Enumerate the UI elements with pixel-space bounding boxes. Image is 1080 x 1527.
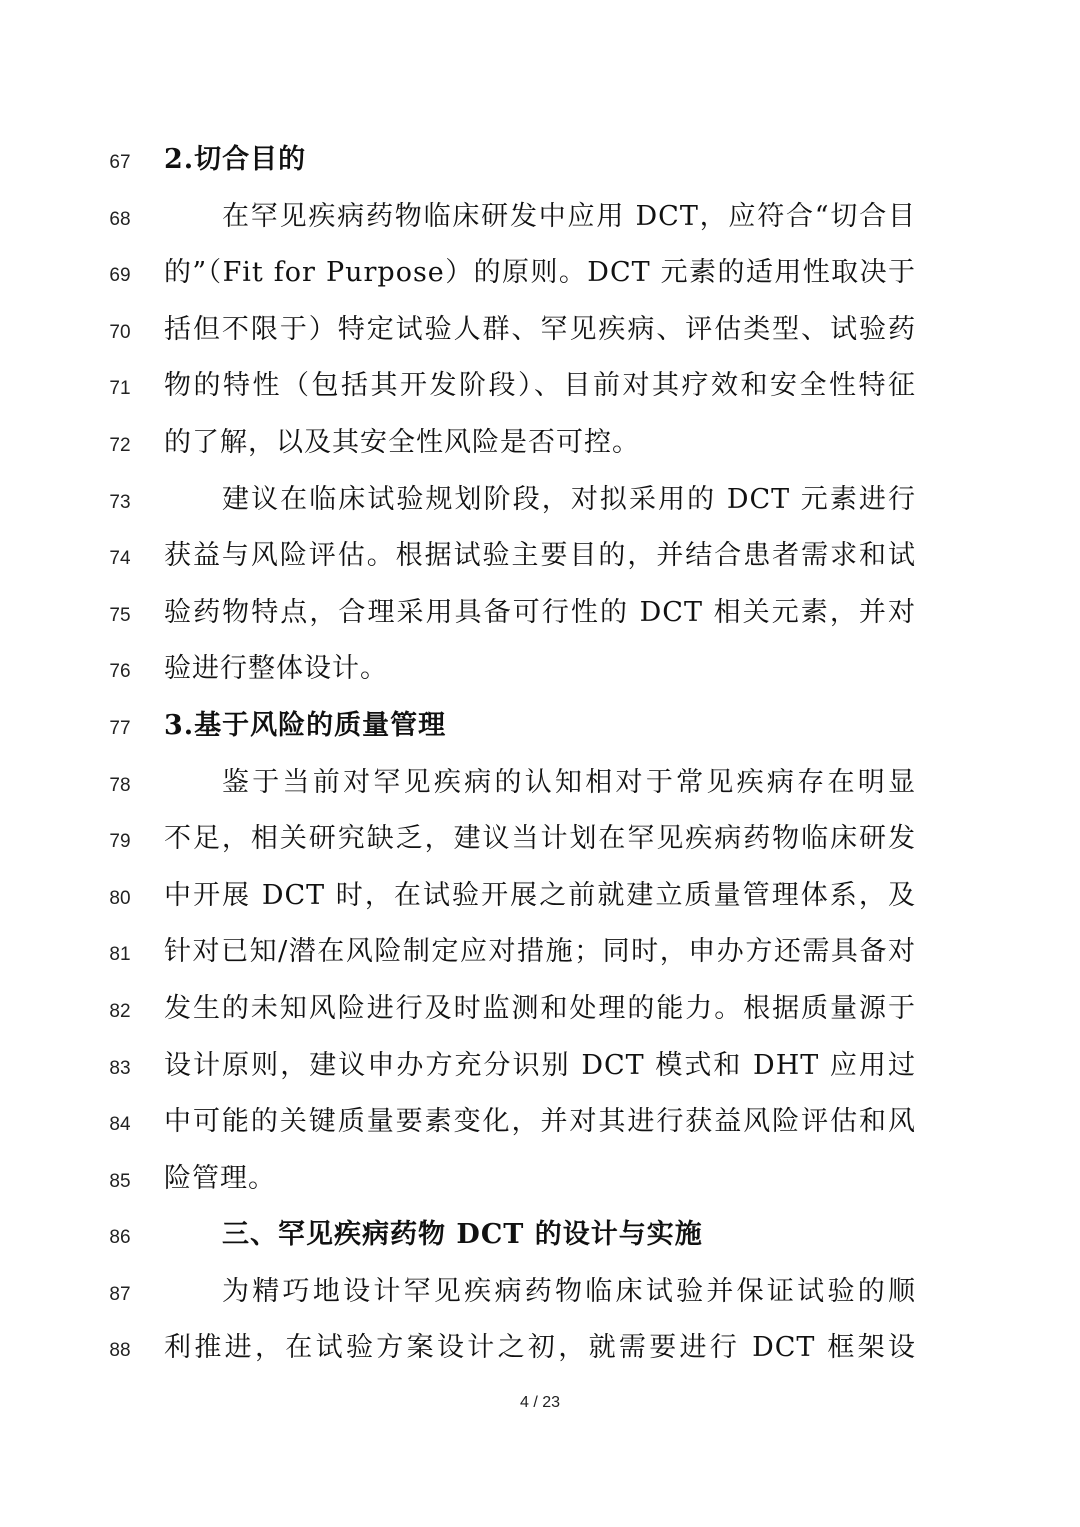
text-line — [0, 356, 1080, 413]
paragraph-text: 不足，相关研究缺乏，建议当计划在罕见疾病药物临床研发 — [164, 823, 916, 855]
line-number: 74 — [109, 548, 131, 570]
section-heading: 三、罕见疾病药物 DCT 的设计与实施 — [222, 1219, 703, 1251]
text-line — [0, 243, 1080, 300]
line-number: 84 — [109, 1114, 131, 1136]
paragraph-text: 的”（Fit for Purpose）的原则。DCT 元素的适用性取决于 — [164, 257, 916, 289]
text-line — [0, 1036, 1080, 1093]
text-line — [0, 187, 1080, 244]
text-line — [0, 526, 1080, 583]
paragraph-text: 的了解，以及其安全性风险是否可控。 — [164, 426, 640, 458]
line-number: 87 — [109, 1283, 131, 1305]
paragraph-text: 鉴于当前对罕见疾病的认知相对于常见疾病存在明显 — [222, 766, 916, 798]
line-number: 70 — [109, 321, 131, 343]
paragraph-text: 获益与风险评估。根据试验主要目的，并结合患者需求和试 — [164, 540, 916, 572]
paragraph-text: 在罕见疾病药物临床研发中应用 DCT，应符合“切合目 — [222, 200, 916, 232]
text-line — [0, 470, 1080, 527]
text-line — [0, 1262, 1080, 1319]
paragraph-text: 验进行整体设计。 — [164, 653, 388, 685]
page-number: 4 / 23 — [519, 1394, 561, 1411]
text-line — [0, 413, 1080, 470]
text-line — [0, 1318, 1080, 1375]
paragraph-text: 验药物特点，合理采用具备可行性的 DCT 相关元素，并对 — [164, 596, 916, 628]
paragraph-text: 中可能的关键质量要素变化，并对其进行获益风险评估和风 — [164, 1106, 916, 1138]
text-line — [0, 583, 1080, 640]
text-line — [0, 922, 1080, 979]
text-line — [0, 300, 1080, 357]
line-number: 76 — [109, 661, 131, 683]
section-heading: 3.基于风险的质量管理 — [164, 709, 447, 741]
line-number: 75 — [109, 604, 131, 626]
line-number: 81 — [109, 944, 131, 966]
line-number: 78 — [109, 774, 131, 796]
line-number: 79 — [109, 831, 131, 853]
line-number: 88 — [109, 1340, 131, 1362]
text-line — [0, 809, 1080, 866]
section-heading-line — [0, 130, 1080, 187]
paragraph-text: 为精巧地设计罕见疾病药物临床试验并保证试验的顺 — [222, 1275, 916, 1307]
text-line — [0, 753, 1080, 810]
line-number: 71 — [109, 378, 131, 400]
line-number: 73 — [109, 491, 131, 513]
paragraph-text: 中开展 DCT 时，在试验开展之前就建立质量管理体系，及 — [164, 879, 916, 911]
section-heading-line — [0, 1205, 1080, 1262]
paragraph-text: 发生的未知风险进行及时监测和处理的能力。根据质量源于 — [164, 992, 916, 1024]
section-heading: 2.切合目的 — [164, 144, 307, 175]
line-number: 77 — [109, 717, 131, 739]
line-number: 82 — [109, 1000, 131, 1022]
paragraph-text: 险管理。 — [164, 1162, 276, 1194]
paragraph-text: 物的特性（包括其开发阶段）、目前对其疗效和安全性特征 — [164, 370, 916, 402]
text-line — [0, 639, 1080, 696]
line-number: 69 — [109, 265, 131, 287]
line-number: 83 — [109, 1057, 131, 1079]
line-number: 85 — [109, 1170, 131, 1192]
paragraph-text: 建议在临床试验规划阶段，对拟采用的 DCT 元素进行 — [222, 483, 916, 515]
section-heading-line — [0, 696, 1080, 753]
line-number: 80 — [109, 887, 131, 909]
text-line — [0, 1149, 1080, 1206]
paragraph-text: 括但不限于）特定试验人群、罕见疾病、评估类型、试验药 — [164, 313, 916, 345]
line-number: 68 — [109, 208, 131, 230]
line-number: 72 — [109, 434, 131, 456]
text-line — [0, 979, 1080, 1036]
line-number: 86 — [109, 1227, 131, 1249]
text-line — [0, 866, 1080, 923]
paragraph-text: 针对已知/潜在风险制定应对措施；同时，申办方还需具备对 — [164, 936, 916, 968]
paragraph-text: 利推进，在试验方案设计之初，就需要进行 DCT 框架设 — [164, 1332, 916, 1364]
paragraph-text: 设计原则，建议申办方充分识别 DCT 模式和 DHT 应用过 — [164, 1049, 916, 1081]
text-line — [0, 1092, 1080, 1149]
line-number: 67 — [109, 152, 131, 173]
document-body — [0, 130, 1080, 1375]
